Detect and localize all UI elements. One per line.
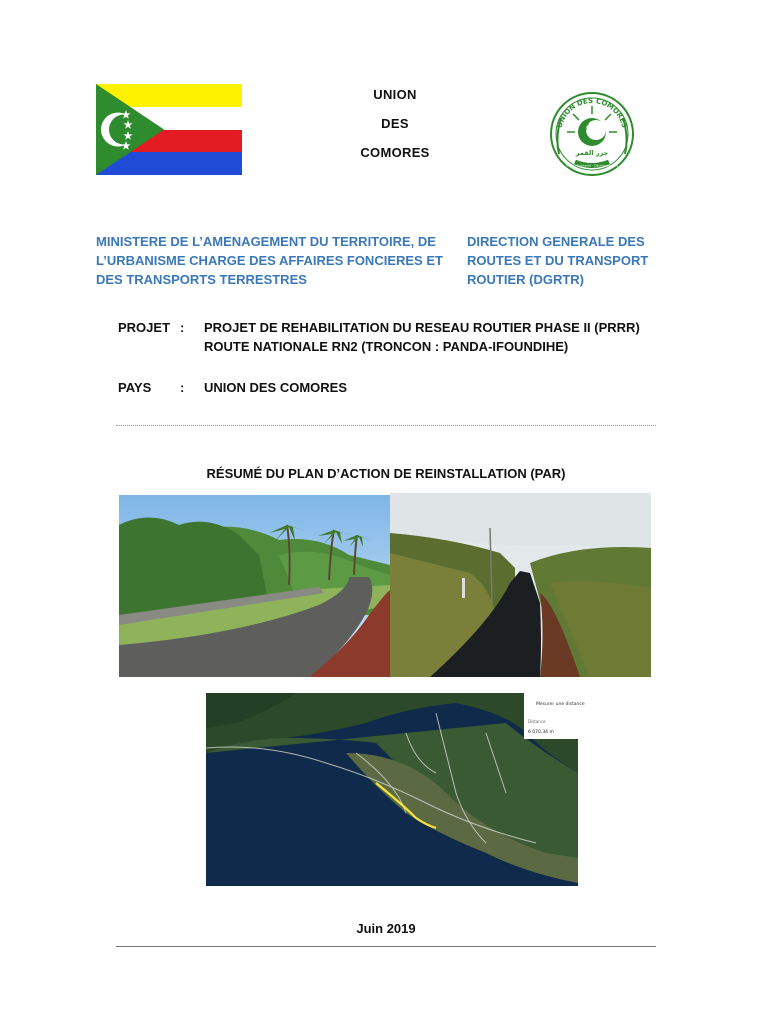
document-title: RÉSUMÉ DU PLAN D’ACTION DE REINSTALLATION (PAR) — [206, 466, 566, 481]
svg-text:6 070,34 m: 6 070,34 m — [528, 730, 554, 735]
direction-line-1: DIRECTION GENERALE DES — [467, 234, 645, 249]
document-date: Juin 2019 — [356, 921, 416, 936]
ministry-line-2: L’URBANISME CHARGE DES AFFAIRES FONCIERES ET — [96, 253, 443, 268]
header-comores: COMORES — [360, 145, 430, 160]
pays-label: PAYS — [118, 380, 152, 395]
svg-text:Unité - Solidarité - Développe: Unité - Solidarité - Développement — [565, 163, 619, 168]
satellite-map-image — [206, 693, 585, 886]
header-des: DES — [381, 116, 409, 131]
ministry-line-1: MINISTERE DE L’AMENAGEMENT DU TERRITOIRE, DE — [96, 234, 436, 249]
measure-panel[interactable] — [524, 693, 585, 739]
national-emblem — [547, 92, 637, 176]
header-union: UNION — [373, 87, 417, 102]
road-photo-2 — [390, 493, 651, 677]
projet-line-1: PROJET DE REHABILITATION DU RESEAU ROUTIER PHASE II (PRRR) — [204, 320, 640, 335]
projet-label: PROJET — [118, 320, 171, 335]
footer-line — [116, 946, 656, 947]
flag-crescent-stars-icon — [96, 84, 242, 175]
road-photo-2-image — [390, 493, 651, 677]
direction-line-2: ROUTES ET DU TRANSPORT — [467, 253, 649, 268]
direction-name — [467, 232, 667, 289]
pays-colon: : — [180, 380, 185, 395]
pays-value: UNION DES COMORES — [204, 380, 348, 395]
svg-text:UNION DES COMORES: UNION DES COMORES — [555, 96, 629, 129]
road-photo-1 — [119, 495, 390, 677]
projet-line-2: ROUTE NATIONALE RN2 (TRONCON : PANDA-IFOUNDIHE) — [204, 339, 569, 354]
emblem-seal-icon — [547, 92, 637, 176]
svg-text:Mesurer une distance: Mesurer une distance — [536, 702, 585, 707]
ministry-line-3: DES TRANSPORTS TERRESTRES — [96, 272, 307, 287]
separator-line — [116, 425, 656, 426]
comoros-flag — [96, 84, 242, 175]
svg-text:Distance: Distance — [528, 719, 546, 724]
road-photo-1-image — [119, 495, 390, 677]
satellite-map — [206, 693, 585, 886]
projet-value — [204, 318, 664, 356]
ministry-name — [96, 232, 456, 289]
direction-line-3: ROUTIER (DGRTR) — [467, 272, 584, 287]
projet-colon: : — [180, 320, 185, 335]
svg-text:جزر القمر: جزر القمر — [575, 149, 609, 157]
